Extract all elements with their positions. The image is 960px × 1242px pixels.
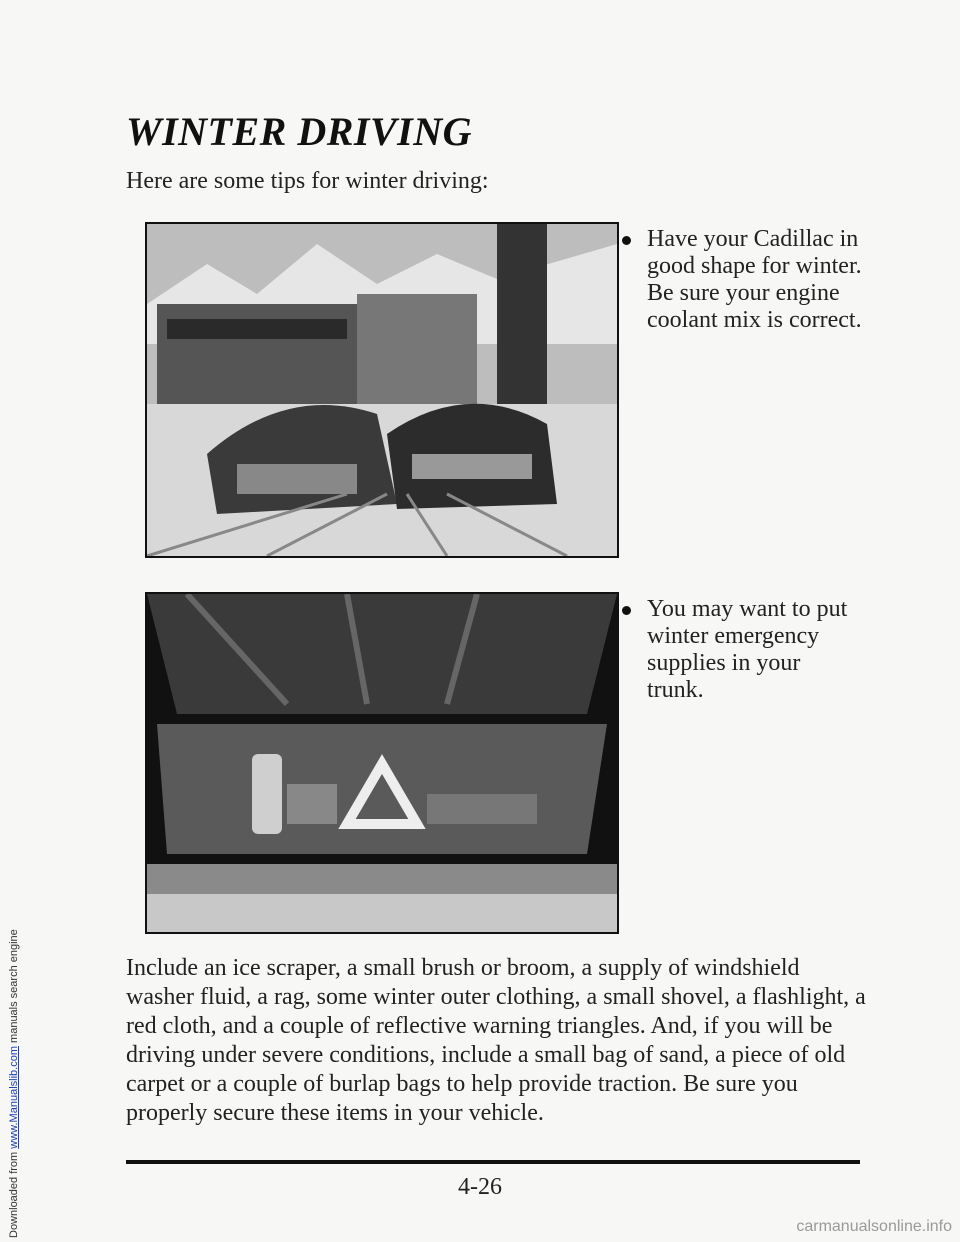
watermark: carmanualsonline.info bbox=[796, 1218, 952, 1235]
page-number: 4-26 bbox=[458, 1174, 502, 1200]
bullet-item bbox=[622, 596, 862, 704]
margin-note-suffix: manuals search engine bbox=[8, 929, 20, 1047]
page-title: WINTER DRIVING bbox=[126, 109, 472, 154]
body-paragraph: Include an ice scraper, a small brush or broom, a supply of windshield washer fluid, a rag, some winter outer clothing, a small shovel, a flashlight, a red cloth, and a couple of reflective warning triangles. And, if you will be driving under severe conditions, include a small bag of sand, a piece of old carpet or a couple of burlap bags to help provide traction. Be sure you properly secure these items in your vehicle. bbox=[126, 955, 866, 1126]
download-margin-note bbox=[6, 0, 22, 1242]
bullet-dot bbox=[622, 606, 631, 615]
bullet-dot bbox=[622, 236, 631, 245]
manualslib-link[interactable]: www.Manualslib.com bbox=[8, 1046, 20, 1149]
intro-text: Here are some tips for winter driving: bbox=[126, 168, 489, 194]
bullet-item bbox=[622, 226, 862, 334]
bullet-text: You may want to put winter emergency supplies in your trunk. bbox=[647, 596, 848, 703]
margin-note-prefix: Downloaded from bbox=[8, 1148, 20, 1238]
footer-rule bbox=[126, 1160, 860, 1164]
trunk-supplies-photo bbox=[145, 592, 619, 934]
winter-cars-photo bbox=[145, 222, 619, 558]
bullet-text: Have your Cadillac in good shape for winter. Be sure your engine coolant mix is correct. bbox=[647, 226, 862, 333]
